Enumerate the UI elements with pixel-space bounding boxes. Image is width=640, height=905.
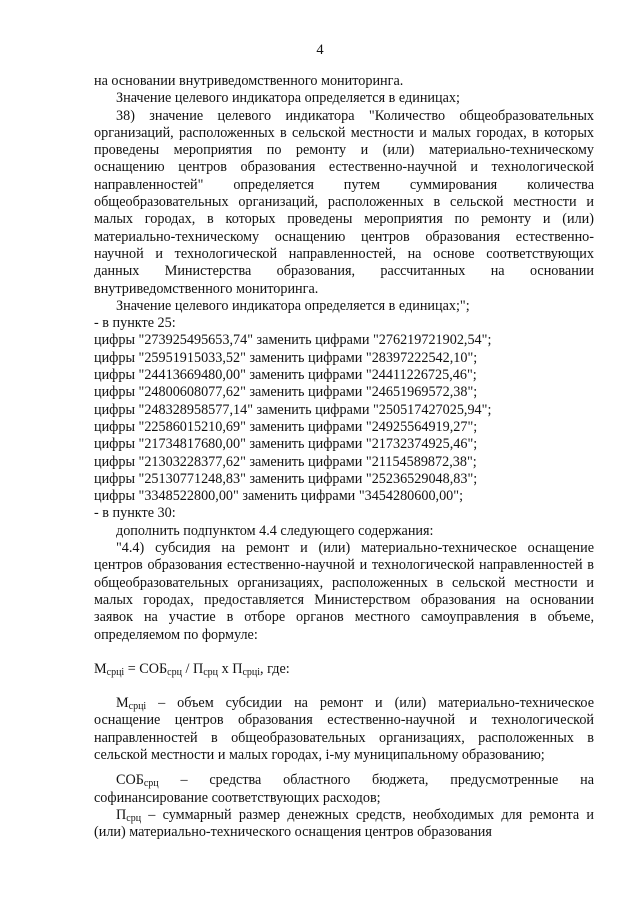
paragraph: на основании внутриведомственного мониторинга. [94,73,404,89]
page-number: 4 [316,42,324,58]
list-item: цифры "21303228377,62" заменить цифрами "21154589872,38"; [94,453,477,470]
list-item: цифры "24413669480,00" заменить цифрами "24411226725,46"; [94,367,477,384]
list-item: цифры "25951915033,52" заменить цифрами "28397222542,10"; [94,349,478,366]
paragraph: Значение целевого индикатора определяется в единицах; [116,90,460,107]
list-item: цифры "25130771248,83" заменить цифрами "25236529048,83"; [94,470,478,487]
list-item: цифры "22586015210,69" заменить цифрами "24925564919,27"; [94,418,478,435]
paragraph: 38) значение целевого индикатора "Количество общеобразовательных организаций, расположенных в сельской местности и малых городах, в которых проведены мероприятия по ремонту и (или) материально-техническому оснащению центров образования естественно-научной и технологической направленностей" определяется путем суммирования количества общеобразовательных организаций, расположенных в сельской местности и малых городах, в которых проведены мероприятия по ремонту и (или) материально-техническому оснащению центров образования естественно-научной и технологической направленностей, на основе соответствующих данных Министерства образования, рассчитанных на основании внутриведомственного мониторинга. [94,107,594,297]
list-item: цифры "273925495653,74" заменить цифрами "276219721902,54"; [94,332,492,349]
list-item: цифры "3348522800,00" заменить цифрами "3454280600,00"; [94,488,464,505]
document-body [94,73,594,841]
formula: $М_{срцi} = СОБ_{срц} / П_{срц}$ х $П_{срцi}$, где: [94,660,290,678]
list-item: - в пункте 30: [94,505,176,522]
paragraph: "4.4) субсидия на ремонт и (или) материально-техническое оснащение центров образования естественно-научной и технологической направленностей в общеобразовательных организациях, расположенных в сельской местности и малых городах, предоставляется Министерством образования на основании заявок на участие в отборе органов местного самоуправления в объеме, определяемом по формуле: [94,540,594,643]
list-item: цифры "24800608077,62" заменить цифрами "24651969572,38"; [94,384,478,401]
list-item: - в пункте 25: [94,315,176,332]
list-item: цифры "21734817680,00" заменить цифрами "21732374925,46"; [94,436,478,453]
list-item: цифры "248328958577,14" заменить цифрами "250517427025,94"; [94,401,492,418]
paragraph: дополнить подпунктом 4.4 следующего содержания: [116,522,434,539]
definition-psrc: $П_{срц}$ – суммарный размер денежных средств, необходимых для ремонта и (или) материально-технического оснащения центров образования [94,806,594,841]
definition-sobsrc: $СОБ_{срц}$ – средства областного бюджета, предусмотренные на софинансирование соответствующих расходов; [94,772,594,806]
definition-msrci: $М_{срцi}$ – объем субсидии на ремонт и (или) материально-техническое оснащение центров образования естественно-научной и технологической направленностей в общеобразовательных организациях, расположенных в сельской местности и малых городах, i-му муниципальному образованию; [94,695,594,763]
paragraph: Значение целевого индикатора определяется в единицах;"; [116,297,470,314]
